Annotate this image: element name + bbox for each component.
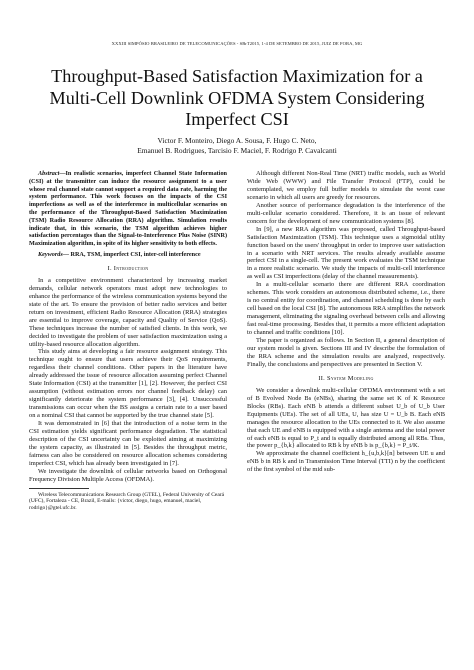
paragraph: We approximate the channel coefficient h_{u,b,k}[n] between UE u and eNB b in RB k and in Transmission Time Interval (TTI) n by the coefficient of the first symbol of the mid sub- (247, 450, 445, 474)
title-line: Throughput-Based Satisfaction Maximization for a (51, 66, 423, 86)
paragraph: In a competitive environment characterized by increasing market demands, cellular network operators must adopt new technologies to enhance the performance of the wireless communication systems beyond the state of the art. To ensure the provision of better radio services and better return on investment, efficient Radio Resource Allocation (RRA) strategies are essential to improve coverage, capacity and Quality of Service (QoS). These techniques increase the number of satisfied clients. In this work, we decided to investigate the problem of user satisfaction maximization using a utility-based resource allocation algorithm. (29, 276, 227, 348)
paragraph: It was demonstrated in [6] that the introduction of a noise term in the CSI estimation yields significant performance degradation. The statistical description of the CSI uncertainty can be exploited aiming at maximizing the system capacity, as illustrated in [5]. Besides the throughput metric, fairness can also be considered on resource allocation schemes considering imperfect CSI, which has already been investigated in [7]. (29, 420, 227, 467)
paper-title (20, 66, 454, 131)
left-column (29, 170, 227, 511)
abstract-text: —In realistic scenarios, imperfect Channel State Information (CSI) at the transmitter can induce the resource assignment to a user whose real channel state cannot support a required data rate, harming the system performance. This work focuses on the impacts of the CSI imperfections as well as of the interference in multicellular scenarios on the performance of the Throughput-Based Satisfaction Maximization (TSM) Radio Resource Allocation (RRA) algorithm. Simulation results indicate that, in this scenario, the TSM algorithm achieves higher satisfaction percentages than the Signal-to-Interference Plus Noise (SINR) Maximization algorithm, in spite of its higher sensitivity to both effects. (29, 170, 227, 248)
right-column (247, 170, 445, 474)
paragraph: This study aims at developing a fair resource assignment strategy. This technique ought to ensure that users achieve their QoS requirements, regardless their channel conditions. Other papers in the literature have already addressed the issue of resource allocation assuming perfect Channel State Information (CSI) at the transmitter [1], [2]. However, the perfect CSI assumption (without estimation errors nor channel feedback delay) can significantly deteriorate the system performance [3], [4]. Unsuccessful transmissions can occur when the BS assigns a certain rate to a user based on a nominal CSI that cannot be supported by the true channel state [5]. (29, 348, 227, 420)
paragraph: We consider a downlink multi-cellular OFDMA environment with a set of B Evolved Node Bs (eNBs), sharing the same set K of K Resource Blocks (RBs). Each eNB b attends a different subset U_b of U_b User Equipments (UEs). The set of all UEs, U, has size U = U_b B. Each eNB manages the resource allocation to the UEs connected to it. We also assume that each UE and eNB is equipped with a single antenna and the total power of each eNB is equal to P_t and is equally distributed among all RBs. Thus, the power p_{b,k} allocated to RB k by eNB b is p_{b,k} = P_t/K. (247, 386, 445, 450)
paragraph: Another source of performance degradation is the interference of the multi-cellular scenario considered. Therefore, it is an issue of relevant concern for the development of new communication systems [8]. (247, 201, 445, 225)
footnote-divider (29, 488, 89, 489)
section-heading-system-modeling: II. System Modeling (318, 374, 374, 382)
section-heading-introduction: I. Introduction (107, 264, 149, 272)
keywords-label: Keywords (38, 250, 63, 258)
paragraph: We investigate the downlink of cellular networks based on Orthogonal Frequency Division Multiple Access (OFDMA). (29, 467, 227, 483)
footnote: Wireless Telecommunications Research Group (GTEL), Federal University of Ceará (UFC), Fortaleza - CE, Brazil, E-mails: {victor, diego, hugo, emanuel, maciel, rodrigo}@gtel.ufc.br. (29, 491, 225, 511)
paragraph: The paper is organized as follows. In Section II, a general description of our system model is given. Sections III and IV describe the formulation of the RRA scheme and the simulation results are analyzed, respectively. Finally, the conclusions and perspectives are presented in Section V. (247, 337, 445, 368)
title-line: Multi-Cell Downlink OFDMA System Considering (49, 87, 425, 108)
abstract-label: Abstract (38, 170, 60, 177)
paragraph: Although different Non-Real Time (NRT) traffic models, such as World Wide Web (WWW) and File Transfer Protocol (FTP), could be contemplated, we employ full buffer models to simulate the worst case scenario in which all users are greedy for resources. (247, 170, 445, 201)
author-list (20, 136, 454, 156)
keywords-text: — RRA, TSM, imperfect CSI, inter-cell interference (62, 250, 201, 258)
paragraph: In a multi-cellular scenario there are different RRA coordination schemes. This work considers an autonomous distributed scheme, i.e., there is no central entity for coordination, and channel scheduling is done by each cell based on the local CSI [8]. The autonomous RRA simplifies the network management, eliminating the signaling overhead between cells and allowing fast real-time processing. Besides that, it permits a more efficient adaptation to channel and traffic conditions [10]. (247, 281, 445, 337)
keywords (29, 251, 227, 259)
paragraph: In [9], a new RRA algorithm was proposed, called Throughput-based Satisfaction Maximization (TSM). This technique uses a sigmoidal utility function based on the users' throughput in order to improve user satisfaction in a scenario with NRT services. The results already available assume perfect CSI in a single-cell. The present work evaluates the TSM technique in a more realistic scenario. We study the impacts of multi-cell interference as well as CSI imperfections (delay of the channel measurements). (247, 225, 445, 281)
abstract (29, 170, 227, 248)
title-line: Imperfect CSI (185, 109, 289, 129)
author-line: Emanuel B. Rodrigues, Tarcisio F. Maciel, F. Rodrigo P. Cavalcanti (137, 146, 337, 155)
running-header: XXXIII SIMPÓSIO BRASILEIRO DE TELECOMUNICAÇÕES - SBrT2015, 1-4 DE SETEMBRO DE 2015, JUIZ DE FORA, MG (111, 41, 363, 46)
author-line: Victor F. Monteiro, Diego A. Sousa, F. Hugo C. Neto, (157, 136, 317, 145)
